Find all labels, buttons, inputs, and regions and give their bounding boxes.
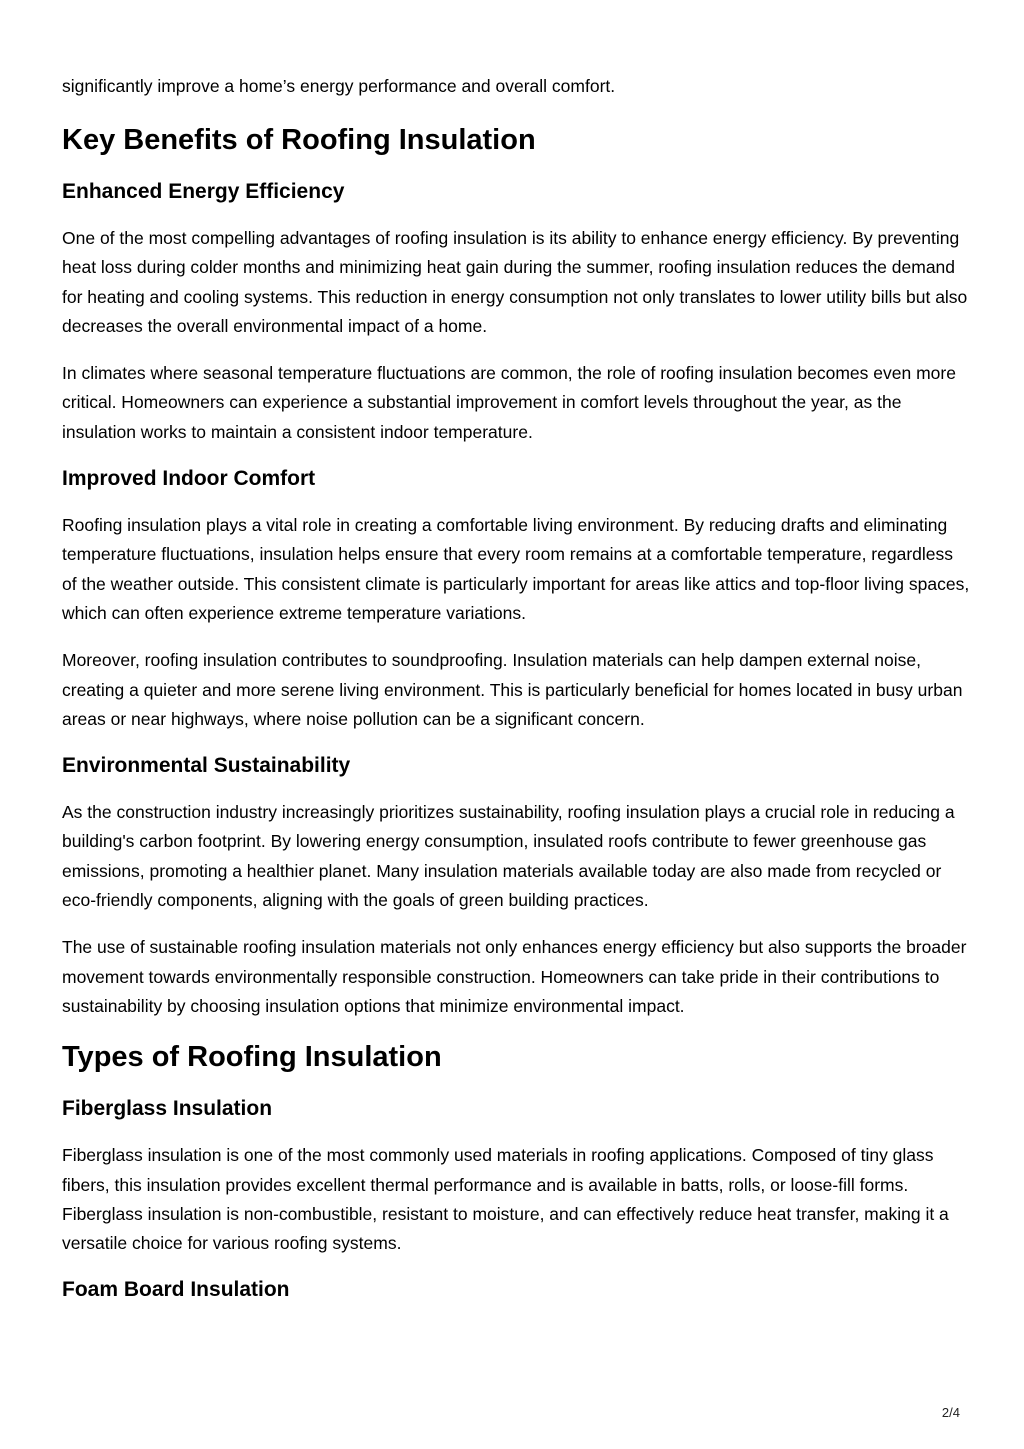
- page-number: 2/4: [941, 1405, 960, 1420]
- document-content: [62, 122, 972, 1322]
- subsection-heading-indoor-comfort: Improved Indoor Comfort: [62, 467, 316, 491]
- subsection-heading-environmental-sustainability: Environmental Sustainability: [62, 754, 351, 778]
- section-heading-types: Types of Roofing Insulation: [62, 1041, 442, 1074]
- section-heading-key-benefits: Key Benefits of Roofing Insulation: [62, 124, 536, 156]
- paragraph: In climates where seasonal temperature fluctuations are common, the role of roofing insulation becomes even more critical. Homeowners can experience a substantial improvement in comfort levels throughout the year, as the insulation works to maintain a consistent indoor temperature.: [62, 363, 956, 442]
- paragraph: Roofing insulation plays a vital role in creating a comfortable living environment. By reducing drafts and eliminating temperature fluctuations, insulation helps ensure that every room remains at a comfortable temperature, regardless of the weather outside. This consistent climate is particularly important for areas like attics and top-floor living spaces, which can often experience extreme temperature variations.: [62, 515, 970, 623]
- subsection-heading-foam-board: Foam Board Insulation: [62, 1278, 290, 1302]
- paragraph: Fiberglass insulation is one of the most commonly used materials in roofing applications. Composed of tiny glass fibers, this insulation provides excellent thermal performance and is available in batts, rolls, or loose-fill forms. Fiberglass insulation is non-combustible, resistant to moisture, and can effectively reduce heat transfer, making it a versatile choice for various roofing systems.: [62, 1145, 949, 1254]
- subsection-heading-energy-efficiency: Enhanced Energy Efficiency: [62, 180, 345, 203]
- paragraph: The use of sustainable roofing insulation materials not only enhances energy efficiency but also supports the broader movement towards environmentally responsible construction. Homeowners can take pride in their contributions to sustainability by choosing insulation options that minimize environmental impact.: [62, 937, 967, 1016]
- paragraph: One of the most compelling advantages of roofing insulation is its ability to enhance energy efficiency. By preventing heat loss during colder months and minimizing heat gain during the summer, roofing insulation reduces the demand for heating and cooling systems. This reduction in energy consumption not only translates to lower utility bills but also decreases the overall environmental impact of a home.: [62, 228, 968, 336]
- paragraph: Moreover, roofing insulation contributes to soundproofing. Insulation materials can help dampen external noise, creating a quieter and more serene living environment. This is particularly beneficial for homes located in busy urban areas or near highways, where noise pollution can be a significant concern.: [62, 650, 963, 729]
- lead-paragraph: significantly improve a home’s energy performance and overall comfort.: [62, 76, 616, 96]
- paragraph: As the construction industry increasingly prioritizes sustainability, roofing insulation plays a crucial role in reducing a building's carbon footprint. By lowering energy consumption, insulated roofs contribute to fewer greenhouse gas emissions, promoting a healthier planet. Many insulation materials available today are also made from recycled or eco-friendly components, aligning with the goals of green building practices.: [62, 802, 955, 911]
- subsection-heading-fiberglass: Fiberglass Insulation: [62, 1097, 273, 1121]
